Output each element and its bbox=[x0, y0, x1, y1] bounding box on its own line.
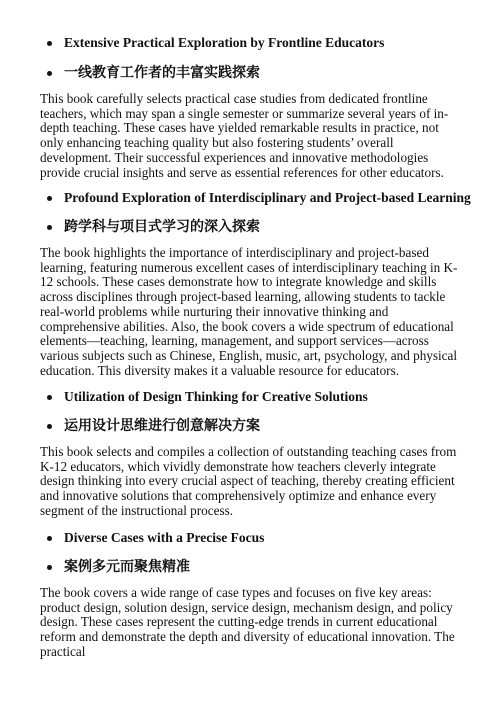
section-4-heading-en-text: Diverse Cases with a Precise Focus bbox=[64, 530, 265, 545]
section-4-paragraph: The book covers a wide range of case types and focuses on five key areas: product design, solution design, service design, mechanism design, and policy design. These cases represent the cutting-edge trends in current educational reform and demonstrate the depth and diversity of educational innovation. The practical bbox=[40, 585, 455, 659]
bullet-icon bbox=[47, 565, 52, 570]
bullet-icon bbox=[47, 536, 52, 541]
section-1-heading-cn bbox=[47, 64, 480, 82]
section-2-paragraph: The book highlights the importance of interdisciplinary and project-based learning, featuring numerous excellent cases of interdisciplinary teaching in K-12 schools. These cases demonstrate how to integrate knowledge and skills across disciplines through project-based learning, allowing students to tackle real-world problems while nurturing their innovative thinking and comprehensive abilities. Also, the book covers a wide spectrum of educational elements—teaching, learning, management, and support services—across various subjects such as Chinese, English, music, art, psychology, and physical education. This diversity makes it a valuable resource for educators. bbox=[40, 245, 458, 378]
section-3-heading-cn bbox=[47, 417, 480, 435]
bullet-icon bbox=[47, 225, 52, 230]
section-1-paragraph: This book carefully selects practical case studies from dedicated frontline teachers, which may span a single semester or summarize several years of in-depth teaching. These cases have yielded remarkable results in practice, not only enhancing teaching quality but also fostering students’ overall development. Their successful experiences and innovative methodologies provide crucial insights and serve as essential references for other educators. bbox=[40, 91, 449, 180]
section-3-heading-en bbox=[47, 388, 480, 406]
section-3-heading-cn-text: 运用设计思维进行创意解决方案 bbox=[64, 418, 260, 434]
bullet-icon bbox=[47, 196, 52, 201]
section-2-heading-cn bbox=[47, 218, 480, 236]
section-1-heading-en bbox=[47, 34, 480, 52]
section-2-heading-en bbox=[47, 189, 480, 207]
section-2-heading-cn-text: 跨学科与项目式学习的深入探索 bbox=[64, 219, 260, 235]
section-4-heading-en bbox=[47, 529, 480, 547]
section-2-heading-en-text: Profound Exploration of Interdisciplinary and Project-based Learning bbox=[64, 190, 471, 205]
section-3-heading-en-text: Utilization of Design Thinking for Creative Solutions bbox=[64, 389, 368, 404]
bullet-icon bbox=[47, 71, 52, 76]
section-4-heading-cn bbox=[47, 558, 480, 576]
bullet-icon bbox=[47, 41, 52, 46]
section-4-heading-cn-text: 案例多元而聚焦精准 bbox=[64, 559, 190, 575]
section-1-heading-en-text: Extensive Practical Exploration by Frontline Educators bbox=[64, 35, 385, 50]
bullet-icon bbox=[47, 424, 52, 429]
section-1-heading-cn-text: 一线教育工作者的丰富实践探索 bbox=[64, 65, 260, 81]
section-3-paragraph: This book selects and compiles a collection of outstanding teaching cases from K-12 educators, which vividly demonstrate how teachers cleverly integrate design thinking into every crucial aspect of teaching, thereby creating efficient and innovative solutions that comprehensively optimize and enhance every segment of the instructional process. bbox=[40, 444, 457, 518]
bullet-icon bbox=[47, 395, 52, 400]
